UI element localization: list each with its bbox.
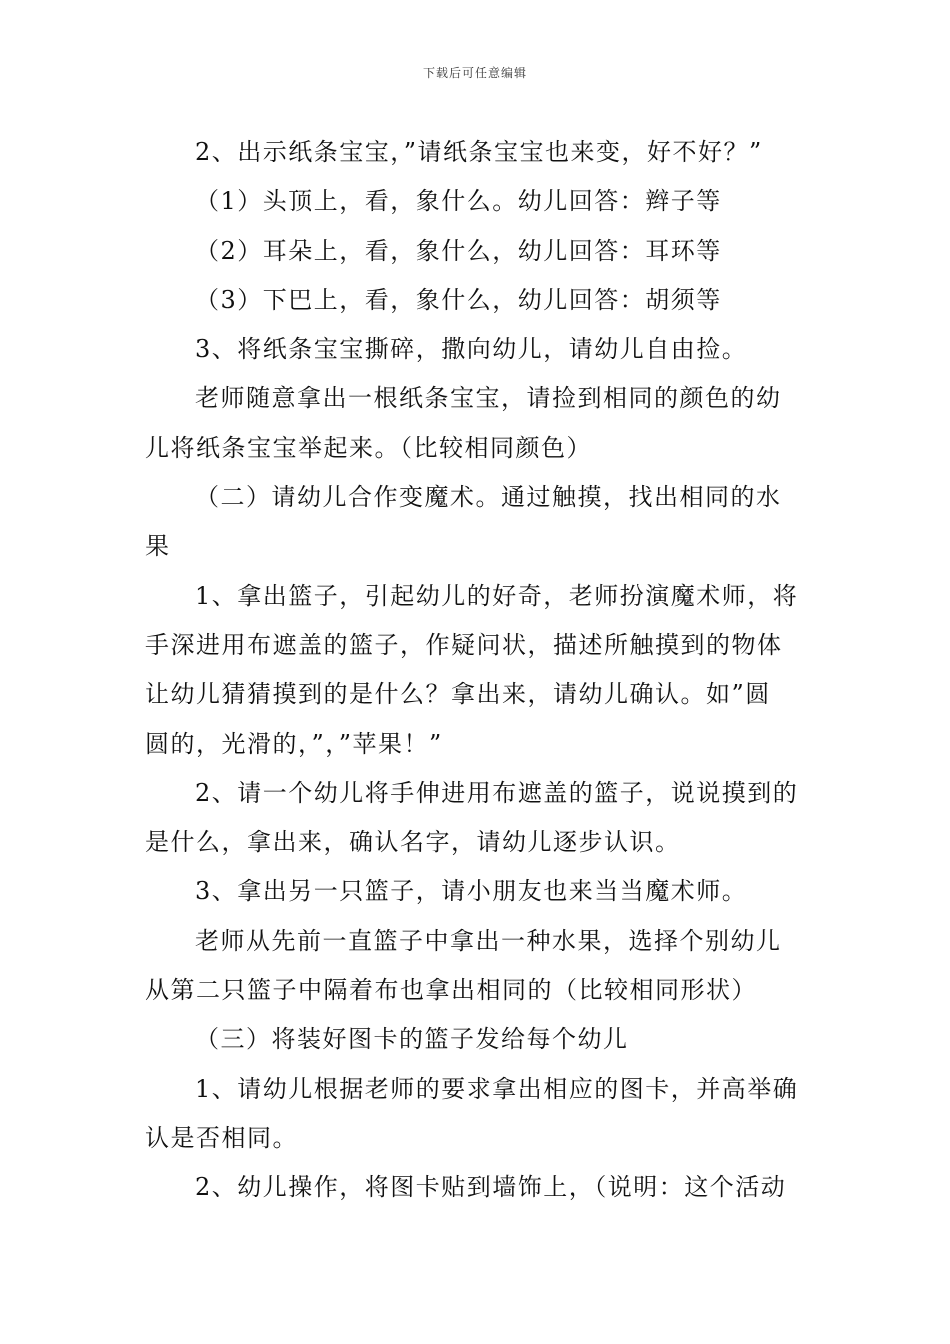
paragraph-line: 3、将纸条宝宝撕碎，撒向幼儿，请幼儿自由捡。 [195,335,748,364]
paragraph-line: 从第二只篮子中隔着布也拿出相同的（比较相同形状） [145,976,757,1005]
document-body [145,128,807,1213]
paragraph-line: 手深进用布遮盖的篮子，作疑问状，描述所触摸到的物体 [145,630,783,659]
paragraph-line: 老师随意拿出一根纸条宝宝，请捡到相同的颜色的幼 [195,384,782,413]
section-heading-line: 果 [145,532,171,561]
paragraph-line: 认是否相同。 [145,1123,298,1152]
paragraph-line: 老师从先前一直篮子中拿出一种水果，选择个别幼儿 [195,926,782,955]
section-heading-line: （二）请幼儿合作变魔术。通过触摸，找出相同的水 [195,483,782,512]
paragraph-line: （1）头顶上，看，象什么。幼儿回答：辫子等 [195,187,722,216]
paragraph-line: 2、请一个幼儿将手伸进用布遮盖的篮子，说说摸到的 [195,778,799,807]
paragraph-line: 1、请幼儿根据老师的要求拿出相应的图卡，并高举确 [195,1074,799,1103]
paragraph-line: 儿将纸条宝宝举起来。（比较相同颜色） [145,433,592,462]
paragraph-line: （3）下巴上，看，象什么，幼儿回答：胡须等 [195,285,722,314]
paragraph-line: 圆的，光滑的，”，”苹果！” [145,729,443,758]
paragraph-line: 1、拿出篮子，引起幼儿的好奇，老师扮演魔术师，将 [195,581,799,610]
paragraph-line: 3、拿出另一只篮子，请小朋友也来当当魔术师。 [195,877,748,906]
paragraph-line: 让幼儿猜猜摸到的是什么？拿出来，请幼儿确认。如”圆 [145,680,771,709]
page-header: 下载后可任意编辑 [422,66,527,80]
paragraph-line: 是什么，拿出来，确认名字，请幼儿逐步认识。 [145,828,681,857]
paragraph-line: （2）耳朵上，看，象什么，幼儿回答：耳环等 [195,236,722,265]
section-heading-line: （三）将装好图卡的篮子发给每个幼儿 [195,1025,629,1054]
paragraph-line: 2、幼儿操作，将图卡贴到墙饰上，（说明：这个活动 [195,1173,787,1202]
paragraph-line: 2、出示纸条宝宝，”请纸条宝宝也来变，好不好？” [195,138,763,166]
